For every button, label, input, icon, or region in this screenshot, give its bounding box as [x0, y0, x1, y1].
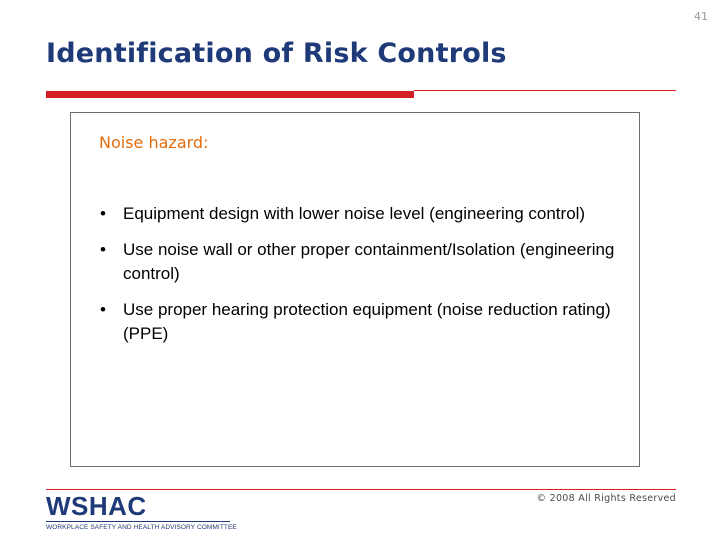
- bullet-text: Use proper hearing protection equipment (noise reduction rating) (PPE): [123, 300, 611, 343]
- title-underline-thin: [414, 90, 676, 91]
- slide-number: 41: [694, 10, 708, 23]
- list-item: [99, 202, 619, 226]
- content-box: [70, 112, 640, 467]
- bullet-text: Equipment design with lower noise level (engineering control): [123, 204, 586, 223]
- bullet-marker: •: [100, 240, 106, 259]
- bullet-list: [99, 202, 619, 358]
- copyright-notice: © 2008 All Rights Reserved: [536, 493, 676, 504]
- wshac-logo: [46, 491, 237, 531]
- bullet-text: Use noise wall or other proper containment/Isolation (engineering control): [123, 240, 615, 283]
- footer-divider: [46, 489, 676, 490]
- title-underline-thick: [46, 91, 414, 98]
- bullet-marker: •: [100, 300, 106, 319]
- logo-tagline: WORKPLACE SAFETY AND HEALTH ADVISORY COMMITTEE: [46, 521, 230, 531]
- bullet-marker: •: [100, 204, 106, 223]
- list-item: [99, 238, 619, 286]
- logo-mark: WSHAC: [46, 491, 147, 521]
- section-heading: Noise hazard:: [99, 133, 209, 152]
- page-title: Identification of Risk Controls: [46, 38, 507, 69]
- list-item: [99, 298, 619, 346]
